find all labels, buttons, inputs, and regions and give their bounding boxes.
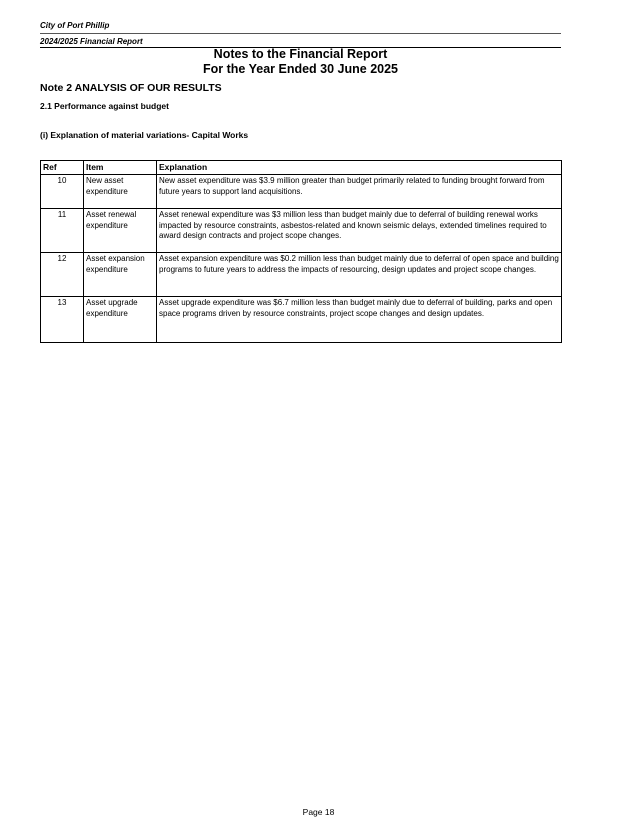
report-name: 2024/2025 Financial Report xyxy=(40,34,561,48)
section-subheading: 2.1 Performance against budget xyxy=(40,101,169,111)
item-cell: Asset upgrade expenditure xyxy=(84,297,157,343)
item-cell: New asset expenditure xyxy=(84,175,157,209)
explanation-cell: Asset expansion expenditure was $0.2 million less than budget mainly due to deferral of open space and building programs to future years to address the impacts of resourcing, design updates and project scope changes. xyxy=(157,253,562,297)
organization-name: City of Port Phillip xyxy=(40,18,561,34)
table-header-row xyxy=(41,161,562,175)
item-cell: Asset expansion expenditure xyxy=(84,253,157,297)
table-row xyxy=(41,175,562,209)
report-header xyxy=(40,18,561,48)
explanation-cell: Asset renewal expenditure was $3 million less than budget mainly due to deferral of building renewal works impacted by resource constraints, asbestos-related and known seismic delays, extended timelines required to award design contracts and project scope changes. xyxy=(157,209,562,253)
explanation-cell: Asset upgrade expenditure was $6.7 million less than budget mainly due to deferral of building, parks and open space programs driven by resource constraints, project scope changes and design updates. xyxy=(157,297,562,343)
note-heading: Note 2 ANALYSIS OF OUR RESULTS xyxy=(40,82,222,94)
table-row xyxy=(41,297,562,343)
explanation-cell: New asset expenditure was $3.9 million greater than budget primarily related to funding brought forward from future years to support land acquisitions. xyxy=(157,175,562,209)
column-header-ref: Ref xyxy=(41,161,84,175)
item-cell: Asset renewal expenditure xyxy=(84,209,157,253)
document-title xyxy=(40,47,561,77)
capital-works-variations-table xyxy=(40,160,562,343)
page-number: Page 18 xyxy=(302,807,335,817)
column-header-item: Item xyxy=(84,161,157,175)
ref-cell: 11 xyxy=(41,209,84,253)
column-header-explanation: Explanation xyxy=(157,161,562,175)
table-row xyxy=(41,209,562,253)
table-row xyxy=(41,253,562,297)
title-line-1: Notes to the Financial Report xyxy=(213,47,388,61)
ref-cell: 12 xyxy=(41,253,84,297)
ref-cell: 13 xyxy=(41,297,84,343)
variations-heading: (i) Explanation of material variations- Capital Works xyxy=(40,130,249,140)
title-line-2: For the Year Ended 30 June 2025 xyxy=(203,62,398,76)
ref-cell: 10 xyxy=(41,175,84,209)
